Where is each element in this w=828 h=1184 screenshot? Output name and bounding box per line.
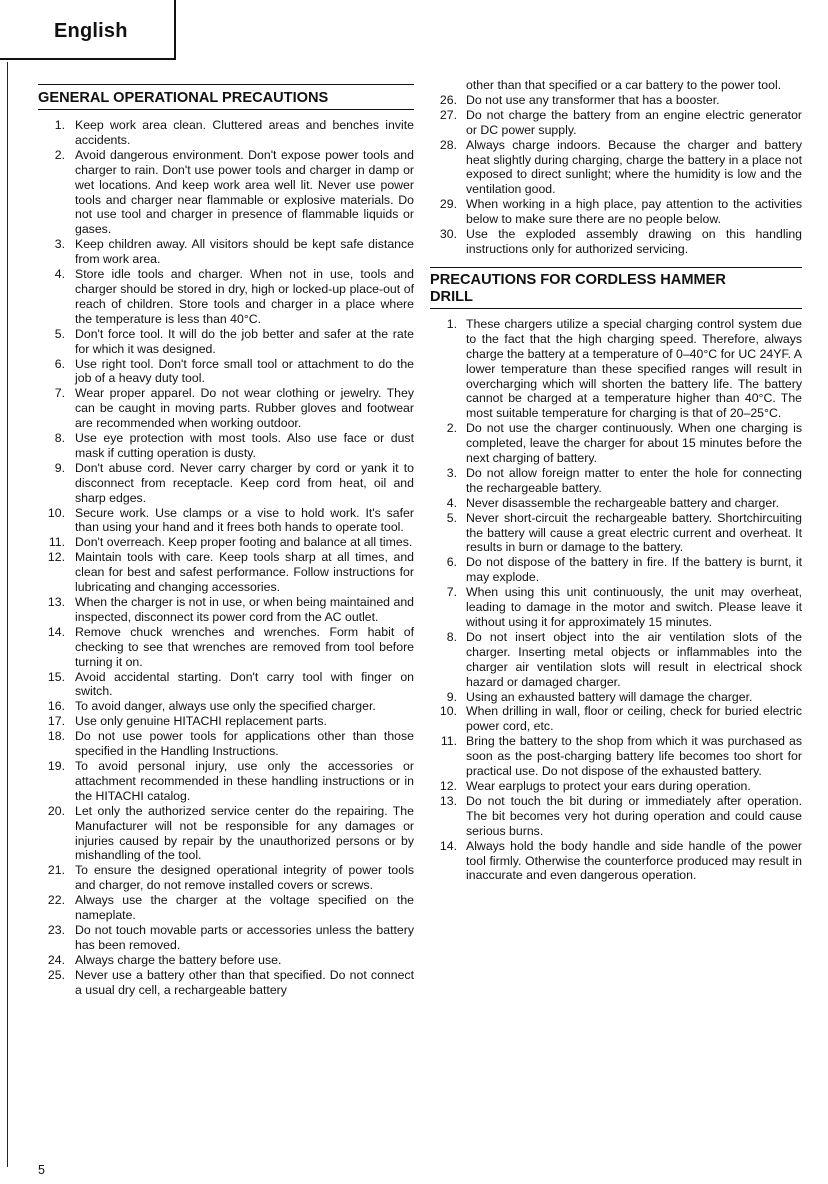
- item-number: 1.: [446, 316, 457, 331]
- item-text: Always charge indoors. Because the charger and battery heat slightly during charging, charge the battery in a place not exposed to direct sunlight; where the humidity is low and the ventilation good.: [466, 137, 802, 197]
- list-item: [38, 118, 414, 148]
- item-text: Do not charge the battery from an engine electric generator or DC power supply.: [466, 107, 802, 137]
- item-number: 16.: [47, 699, 65, 714]
- list-item: [38, 759, 414, 804]
- item-number: 23.: [47, 922, 65, 937]
- item-text: Always charge the battery before use.: [75, 952, 282, 967]
- item-text: Use right tool. Don't force small tool or attachment to do the job of a heavy duty tool.: [75, 356, 414, 386]
- item-text: Using an exhausted battery will damage the charger.: [466, 689, 753, 704]
- item-number: 22.: [47, 893, 65, 908]
- item-text: When working in a high place, pay attention to the activities below to make sure there are no people below.: [466, 197, 802, 227]
- item-text: Avoid dangerous environment. Don't expose power tools and charger to rain. Don't use power tools and charger in damp or wet locations. And keep work area well lit. Never use power tools and charger near flammable or explosive materials. Do not use tool and charger in presence of flammable liquids or gases.: [75, 147, 414, 237]
- list-item: [38, 729, 414, 759]
- item-number: 2.: [54, 147, 65, 162]
- item-text: When drilling in wall, floor or ceiling, check for buried electric power cord, etc.: [466, 704, 802, 734]
- list-item: [38, 327, 414, 357]
- item-number: 4.: [54, 267, 65, 282]
- list-item: [38, 968, 414, 998]
- language-label: English: [54, 20, 128, 42]
- item-number: 9.: [54, 460, 65, 475]
- item-number: 7.: [446, 585, 457, 600]
- list-item: [430, 466, 802, 496]
- list-item: [430, 734, 802, 779]
- item-number: 2.: [446, 421, 457, 436]
- list-item: [38, 267, 414, 327]
- item-text: Bring the battery to the shop from which it was purchased as soon as the post-charging battery life becomes too short for practical use. Do not dispose of the exhausted battery.: [466, 734, 802, 779]
- item-text: Never use a battery other than that specified. Do not connect a usual dry cell, a rechargeable battery: [75, 967, 414, 997]
- item-number: 10.: [439, 704, 457, 719]
- item-number: 9.: [446, 689, 457, 704]
- list-item: [38, 923, 414, 953]
- list-item: [430, 108, 802, 138]
- list-item: [38, 625, 414, 670]
- item-text: Wear proper apparel. Do not wear clothing or jewelry. They can be caught in moving parts. Rubber gloves and footwear are recommended when working outdoor.: [75, 386, 414, 431]
- item-number: 24.: [47, 952, 65, 967]
- item-text: Keep children away. All visitors should be kept safe distance from work area.: [75, 237, 414, 267]
- item-text: Always hold the body handle and side handle of the power tool firmly. Otherwise the counterforce produced may result in inaccurate and even dangerous operation.: [466, 838, 802, 883]
- item-number: 6.: [446, 555, 457, 570]
- list-item: [38, 550, 414, 595]
- item-text: Avoid accidental starting. Don't carry tool with finger on switch.: [75, 669, 414, 699]
- item-number: 13.: [47, 595, 65, 609]
- item-text: Wear earplugs to protect your ears during operation.: [466, 778, 751, 793]
- list-item: [38, 804, 414, 864]
- item-text: These chargers utilize a special charging control system due to the fact that the high charging speed. Therefore, always charge the battery at a temperature of 0–40°C for UC 24YF. A lower temperature than these specified ranges will result in overcharging which will shorten the battery life. The battery cannot be charged at a temperature higher than 40°C. The most suitable temperature for charging is that of 20–25°C.: [466, 316, 802, 421]
- list-item: [38, 431, 414, 461]
- item-number: 1.: [54, 118, 65, 132]
- section-title-line1: PRECAUTIONS FOR CORDLESS HAMMER: [430, 271, 726, 288]
- list-item: [38, 535, 414, 550]
- item-number: 11.: [48, 535, 65, 550]
- list-item: [38, 595, 414, 625]
- item-text: Don't abuse cord. Never carry charger by cord or yank it to disconnect from receptacle. Keep cord from heat, oil and sharp edges.: [75, 460, 414, 505]
- margin-rule: [7, 62, 8, 1167]
- section-title-line2: DRILL: [430, 288, 473, 305]
- item-number: 19.: [47, 758, 65, 773]
- item-text: Do not touch the bit during or immediately after operation. The bit becomes very hot during operation and could cause serious burns.: [466, 793, 802, 838]
- language-tab: [0, 0, 176, 60]
- list-item: [430, 839, 802, 884]
- item-text: Do not use any transformer that has a booster.: [466, 92, 720, 107]
- item-text: Never short-circuit the rechargeable battery. Shortchircuiting the battery will cause a great electric current and overheat. It results in burn or damage to the battery.: [466, 510, 802, 555]
- list-item: [430, 690, 802, 705]
- item-text: Use only genuine HITACHI replacement parts.: [75, 714, 327, 729]
- item-number: 4.: [446, 495, 457, 510]
- item-text: Do not allow foreign matter to enter the hole for connecting the rechargeable battery.: [466, 465, 802, 495]
- list-item: [430, 197, 802, 227]
- item-number: 14.: [439, 838, 457, 853]
- item-text: Secure work. Use clamps or a vise to hold work. It's safer than using your hand and it frees both hands to operate tool.: [75, 505, 414, 535]
- item-number: 26.: [439, 92, 457, 107]
- list-item: [38, 863, 414, 893]
- item-number: 8.: [446, 629, 457, 644]
- item-text: Let only the authorized service center do the repairing. The Manufacturer will not be responsible for any damages or injuries caused by repair by the unauthorized persons or by mishandling of the tool.: [75, 803, 414, 863]
- item-text: To ensure the designed operational integrity of power tools and charger, do not remove installed covers or screws.: [75, 863, 414, 893]
- item-text: To avoid danger, always use only the specified charger.: [75, 699, 376, 714]
- list-item: [430, 138, 802, 198]
- item-text: Keep work area clean. Cluttered areas and benches invite accidents.: [75, 118, 414, 147]
- left-column: [38, 84, 414, 997]
- item-number: 8.: [54, 431, 65, 446]
- list-item: [38, 670, 414, 700]
- list-item: [38, 386, 414, 431]
- item-text: When using this unit continuously, the unit may overheat, leading to damage in the motor and switch. Please leave it without using it for approximately 15 minutes.: [466, 585, 802, 629]
- item-number: 21.: [47, 863, 65, 878]
- item-number: 13.: [439, 793, 457, 808]
- list-item: [38, 699, 414, 714]
- list-item: [38, 893, 414, 923]
- list-item: [38, 357, 414, 387]
- item-text: Do not dispose of the battery in fire. If the battery is burnt, it may explode.: [466, 555, 802, 585]
- list-item: [430, 227, 802, 257]
- item-text: When the charger is not in use, or when being maintained and inspected, disconnect its power cord from the AC outlet.: [75, 595, 414, 624]
- item-text: Use the exploded assembly drawing on this handling instructions only for authorized servicing.: [466, 227, 802, 256]
- item-25-continuation: other than that specified or a car battery to the power tool.: [466, 78, 782, 92]
- list-item: [430, 704, 802, 734]
- item-text: To avoid personal injury, use only the accessories or attachment recommended in these handling instructions or in the HITACHI catalog.: [75, 758, 414, 803]
- list-item: [430, 555, 802, 585]
- item-text: Do not touch movable parts or accessories unless the battery has been removed.: [75, 922, 414, 952]
- item-number: 6.: [54, 356, 65, 371]
- item-text: Store idle tools and charger. When not in use, tools and charger should be stored in dry, high or locked-up place-out of reach of children. Store tools and charger in a place where the temperature is less than 40°C.: [75, 267, 414, 326]
- item-number: 27.: [439, 107, 457, 122]
- item-text: Do not use power tools for applications other than those specified in the Handling Instructions.: [75, 729, 414, 759]
- item-number: 5.: [446, 510, 457, 525]
- item-number: 20.: [47, 803, 65, 818]
- cordless-precautions-list: [430, 317, 802, 883]
- general-precautions-list: [38, 118, 414, 997]
- item-number: 3.: [446, 465, 457, 480]
- general-precautions-list-cont: [430, 93, 802, 257]
- item-number: 30.: [439, 227, 457, 242]
- item-text: Remove chuck wrenches and wrenches. Form habit of checking to see that wrenches are removed from tool before turning it on.: [75, 624, 414, 669]
- item-text: Do not insert object into the air ventilation slots of the charger. Inserting metal objects or inflammables into the charger air ventilation slots will result in electrical shock hazard or damaged charger.: [466, 629, 802, 689]
- section-title-cordless: [430, 267, 802, 309]
- list-item: [430, 511, 802, 556]
- item-text: Don't overreach. Keep proper footing and balance at all times.: [75, 535, 413, 550]
- item-number: 17.: [47, 714, 65, 729]
- item-number: 28.: [439, 137, 457, 152]
- item-number: 5.: [54, 326, 65, 341]
- list-item: [38, 714, 414, 729]
- list-item: [430, 421, 802, 466]
- list-item: [38, 461, 414, 506]
- item-text: Always use the charger at the voltage specified on the nameplate.: [75, 893, 414, 923]
- item-number: 14.: [47, 624, 65, 639]
- item-text: Never disassemble the rechargeable battery and charger.: [466, 495, 780, 510]
- item-text: Do not use the charger continuously. When one charging is completed, leave the charger for about 15 minutes before the next charging of battery.: [466, 421, 802, 466]
- list-item: [38, 506, 414, 536]
- item-number: 12.: [47, 550, 65, 565]
- list-item: [38, 953, 414, 968]
- item-text: Use eye protection with most tools. Also use face or dust mask if cutting operation is dusty.: [75, 431, 414, 460]
- section-title-general: GENERAL OPERATIONAL PRECAUTIONS: [38, 84, 414, 110]
- item-number: 15.: [47, 669, 65, 684]
- item-number: 3.: [54, 237, 65, 252]
- item-number: 25.: [47, 967, 65, 982]
- item-number: 10.: [47, 505, 65, 520]
- item-number: 7.: [54, 386, 65, 401]
- list-item: [430, 794, 802, 839]
- item-text: Maintain tools with care. Keep tools sharp at all times, and clean for best and safest performance. Follow instructions for lubricating and changing accessories.: [75, 550, 414, 595]
- list-item: [38, 237, 414, 267]
- list-item: [430, 317, 802, 421]
- list-item: [430, 93, 802, 108]
- item-number: 12.: [439, 778, 457, 793]
- list-item: [430, 630, 802, 690]
- list-item: [430, 779, 802, 794]
- item-text: Don't force tool. It will do the job better and safer at the rate for which it was designed.: [75, 326, 414, 356]
- item-number: 11.: [440, 734, 457, 749]
- item-number: 18.: [47, 729, 65, 744]
- list-item: [430, 496, 802, 511]
- right-column: [430, 78, 802, 883]
- page-number: 5: [38, 1163, 45, 1177]
- item-number: 29.: [439, 197, 457, 212]
- list-item: [430, 585, 802, 630]
- list-item: [38, 148, 414, 237]
